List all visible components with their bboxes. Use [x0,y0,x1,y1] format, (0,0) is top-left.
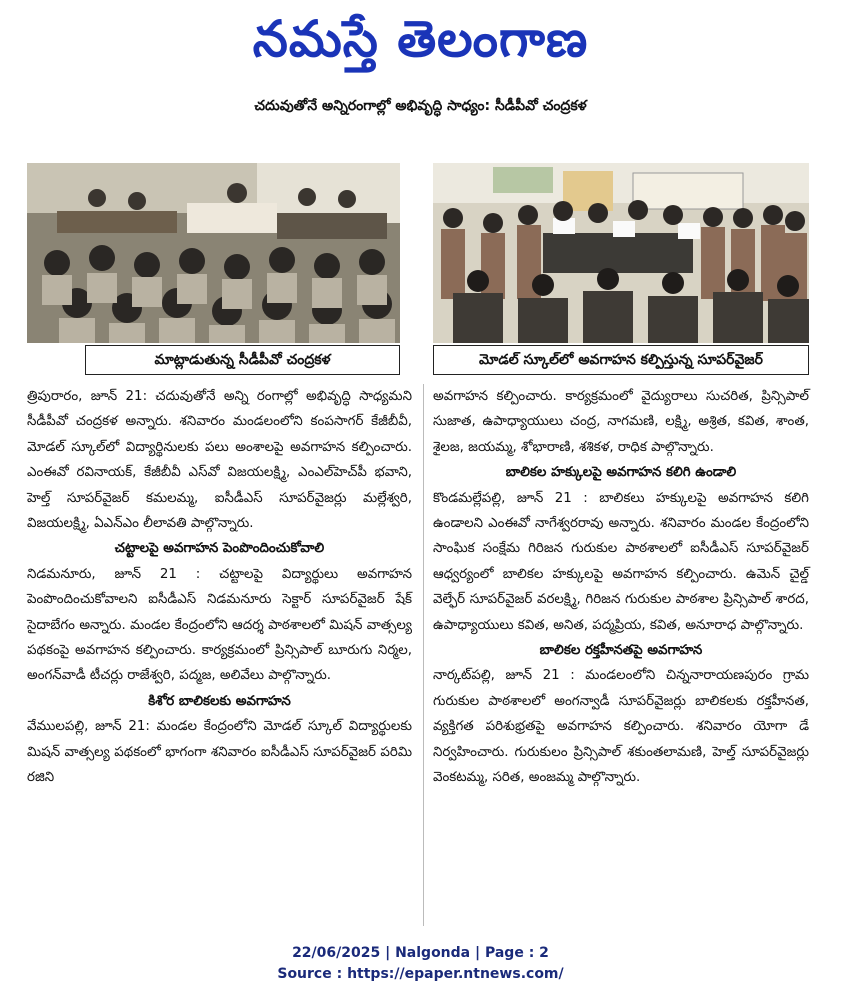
story-vemulapalli-continued: అవగాహన కల్పించారు. కార్యక్రమంలో వైద్యురాలు సుచరిత, ప్రిన్సిపాల్ సుజాత, ఉపాధ్యాయులు చంద్ర, నాగమణి, లక్ష్మి, అశ్రిత, కవిత, శాంత, శైలజ, జయమ్మ, శోభారాణి, శశికళ, రాధిక పాల్గొన్నారు. [433,389,809,455]
right-photo [433,163,809,343]
story-nidamanur: నిడమనూరు, జూన్ 21 : చట్టాలపై విద్యార్థులు అవగాహన పెంపొందించుకోవాలని ఐసీడీఎస్ నిడమనూరు సెక్టార్ సూపర్‌వైజర్ షేక్ సైదాబేగం అన్నారు. మండల కేంద్రంలోని ఆదర్శ పాఠశాలలో మిషన్ వాత్సల్య పథకంపై అవగాహన కల్పించారు. కార్యక్రమంలో ప్రిన్సిపాల్ బూరుగు నిర్మల, అంగన్‌వాడీ టీచర్లు రాజేశ్వరి, పద్మజ, అలివేలు పాల్గొన్నారు. [27,566,412,684]
story-kondamallepalli: కొండమల్లేపల్లి, జూన్ 21 : బాలికలు హక్కులపై అవగాహన కలిగి ఉండాలని ఎంఈవో నాగేశ్వరరావు అన్నారు. శనివారం మండల కేంద్రంలోని సాంఘిక సంక్షేమ గిరిజన గురుకుల పాఠశాలలో ఐసీడీఎస్ సూపర్‌వైజర్ ఆధ్వర్యంలో బాలికల హక్కులపై అవగాహన కల్పించారు. ఉమెన్ చైల్డ్ వెల్ఫేర్ సూపర్‌వైజర్ వరలక్ష్మి, గిరిజన గురుకుల పాఠశాల ప్రిన్సిపాల్ శారద, ఉపాధ్యాయులు కవిత, అనిత, పద్మప్రియ, కవిత, అనూరాధ పాల్గొన్నారు. [433,490,809,633]
subheading-chattalu: చట్టాలపై అవగాహన పెంపొందించుకోవాలి [114,541,325,557]
subheading-balikala-hakkulu: బాలికల హక్కులపై అవగాహన కలిగి ఉండాలి [505,465,737,481]
story-tripuraram: త్రిపురారం, జూన్ 21: చదువుతోనే అన్ని రంగాల్లో అభివృద్ధి సాధ్యమని సీడీపీవో చంద్రకళ అన్నారు. శనివారం మండలంలోని కంపసాగర్ కేజీబీవీ, మోడల్ స్కూల్‌లో విద్యార్థినులకు పలు అంశాలపై అవగాహన కల్పించారు. ఎంఈవో రవినాయక్, కేజీబీవీ ఎస్‌వో విజయలక్ష్మి, ఎంఎల్‌హెచ్‌పీ భవాని, హెల్త్ సూపర్‌వైజర్ కమలమ్మ, ఐసీడీఎస్ సూపర్‌వైజర్లు మల్లేశ్వరి, విజయలక్ష్మి, ఏఎన్ఎం లీలావతి పాల్గొన్నారు. [27,389,412,532]
headline: చదువుతోనే అన్నిరంగాల్లో అభివృద్ధి సాధ్యం: సీడీపీవో చంద్రకళ [254,98,587,114]
right-photo-caption: మోడల్ స్కూల్‌లో అవగాహన కల్పిస్తున్న సూపర్‌వైజర్ [433,345,809,375]
masthead-title: నమస్తే తెలంగాణ [252,10,589,68]
column-divider [423,384,424,926]
left-photo [27,163,400,343]
story-narketpally: నార్కట్‌పల్లి, జూన్ 21 : మండలంలోని చిన్ననారాయణపురం గ్రామ గురుకుల పాఠశాలలో అంగన్వాడీ సూపర్‌వైజర్లు బాలికలకు రక్తహీనత, వ్యక్తిగత పరిశుభ్రతపై అవగాహన కల్పించారు. శనివారం యోగా డే నిర్వహించారు. గురుకులం ప్రిన్సిపాల్ శకుంతలామణి, హెల్త్ సూపర్‌వైజర్లు వెంకటమ్మ, సరిత, అంజమ్మ పాల్గొన్నారు. [433,668,809,786]
right-column [433,384,809,791]
masthead [0,4,841,74]
footer-source: Source : https://epaper.ntnews.com/ [277,966,564,982]
subheading-kishora: కిశోర బాలికలకు అవగాహన [148,693,291,709]
story-vemulapalli: వేములపల్లి, జూన్ 21: మండల కేంద్రంలోని మోడల్ స్కూల్ విద్యార్థులకు మిషన్ వాత్సల్య పథకంలో భాగంగా శనివారం ఐసీడీఎస్ సూపర్‌వైజర్ పరిమి రజిని [27,719,412,786]
footer-date-edition: 22/06/2025 | Nalgonda | Page : 2 [292,945,549,961]
left-column [27,384,412,791]
subheading-raktaheenata: బాలికల రక్తహీనతపై అవగాహన [539,643,703,659]
left-photo-caption: మాట్లాడుతున్న సీడీపీవో చంద్రకళ [85,345,400,375]
